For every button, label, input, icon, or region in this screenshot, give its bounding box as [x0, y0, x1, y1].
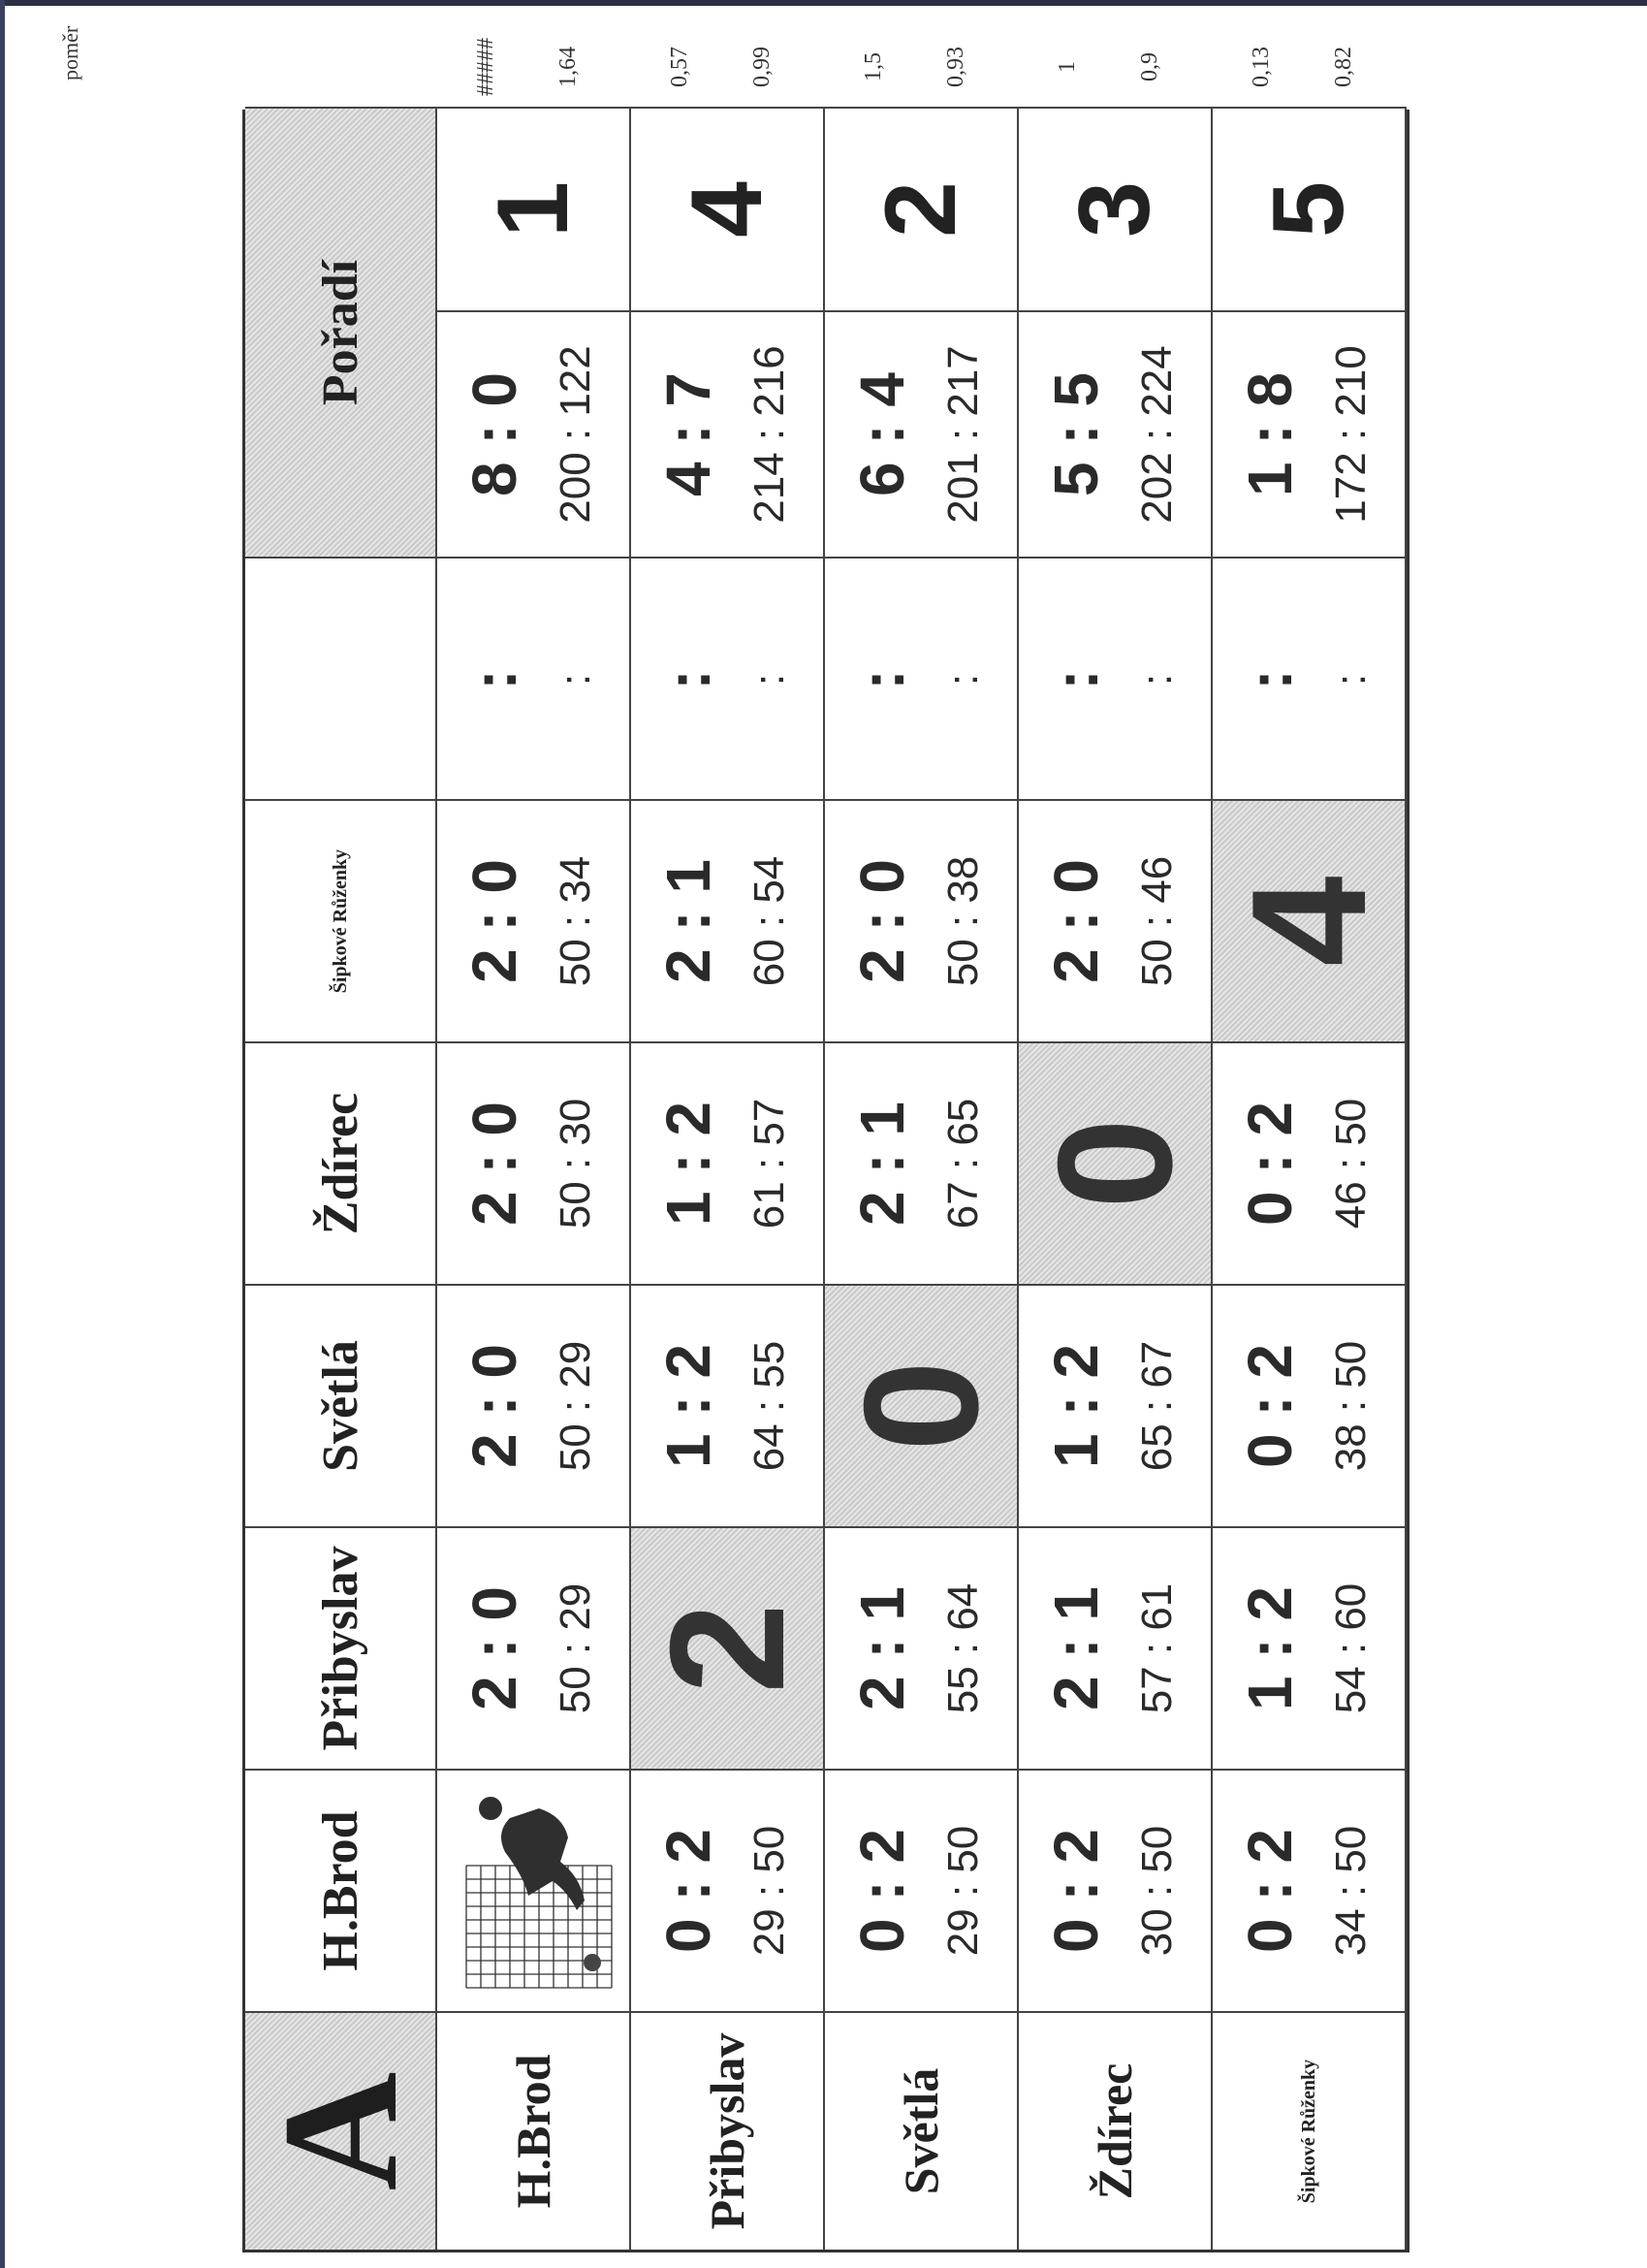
match-points: 67 : 65 [939, 1098, 987, 1230]
match-points: 46 : 50 [1327, 1098, 1375, 1230]
rank-cell: 2 [825, 107, 1019, 310]
match-cell [825, 1526, 1019, 1769]
total-cell [825, 310, 1019, 557]
total-points: 214 : 216 [745, 345, 793, 524]
ratio-value: 0,93 [943, 47, 968, 87]
match-cell [1213, 1769, 1407, 2011]
match-cell [631, 1284, 825, 1526]
row-header-2: Světlá [825, 2011, 1019, 2250]
rank-cell: 1 [437, 107, 631, 310]
row-header-3: Ždírec [1019, 2011, 1213, 2250]
match-score: 2 : 0 [1041, 858, 1111, 984]
blank-points: : [1133, 671, 1181, 687]
ratio-value: 0,99 [749, 47, 775, 87]
column-header-0: H.Brod [245, 1769, 437, 2011]
match-score: 2 : 1 [1041, 1585, 1111, 1711]
ratio-header: poměr [58, 25, 82, 80]
match-points: 57 : 61 [1133, 1582, 1181, 1714]
total-score: 4 : 7 [653, 371, 723, 497]
match-score: 1 : 2 [1235, 1585, 1305, 1711]
match-points: 50 : 34 [552, 855, 599, 987]
blank-cell [1213, 557, 1407, 799]
blank-score: : [459, 667, 529, 690]
match-points: 60 : 54 [745, 855, 793, 987]
blank-cell [1019, 557, 1213, 799]
match-points: 38 : 50 [1327, 1340, 1375, 1472]
column-header-3: Ždírec [245, 1041, 437, 1284]
match-score: 2 : 0 [459, 1343, 529, 1469]
rank-cell: 3 [1019, 107, 1213, 310]
match-cell [631, 1041, 825, 1284]
match-cell-image [437, 1769, 631, 2011]
ratio-value: ##### [473, 38, 498, 96]
ratio-value: 1,5 [861, 52, 886, 81]
column-header-blank [245, 557, 437, 799]
match-points: 65 : 67 [1133, 1340, 1181, 1472]
blank-points: : [745, 671, 793, 687]
total-cell [437, 310, 631, 557]
match-points: 34 : 50 [1327, 1825, 1375, 1957]
results-table [242, 110, 1409, 2252]
total-cell [1019, 310, 1213, 557]
match-cell [437, 1284, 631, 1526]
diagonal-cell: 0 [825, 1284, 1019, 1526]
match-score: 2 : 1 [847, 1585, 917, 1711]
total-score: 6 : 4 [847, 371, 917, 497]
match-score: 1 : 2 [1041, 1343, 1111, 1469]
match-points: 64 : 55 [745, 1340, 793, 1472]
column-header-4: Šipkové Růženky [245, 799, 437, 1041]
match-score: 0 : 2 [847, 1828, 917, 1954]
diagonal-cell: 2 [631, 1526, 825, 1769]
total-points: 200 : 122 [552, 345, 599, 524]
match-score: 0 : 2 [1041, 1828, 1111, 1954]
match-score: 2 : 0 [847, 858, 917, 984]
blank-score: : [1041, 667, 1111, 690]
match-score: 0 : 2 [1235, 1828, 1305, 1954]
ratio-value: 0,82 [1331, 47, 1356, 87]
blank-points: : [939, 671, 987, 687]
match-points: 61 : 57 [745, 1098, 793, 1230]
match-cell [1019, 1526, 1213, 1769]
total-score: 8 : 0 [459, 371, 529, 497]
rank-cell: 4 [631, 107, 825, 310]
ratio-value: 0,9 [1137, 52, 1162, 81]
total-score: 1 : 8 [1235, 371, 1305, 497]
match-score: 2 : 0 [459, 1585, 529, 1711]
row-header-4: Šipkové Růženky [1213, 2011, 1407, 2250]
blank-cell [631, 557, 825, 799]
match-score: 0 : 2 [1235, 1343, 1305, 1469]
match-cell [825, 1041, 1019, 1284]
match-points: 50 : 29 [552, 1340, 599, 1472]
match-cell [1213, 1284, 1407, 1526]
rank-cell: 5 [1213, 107, 1407, 310]
match-points: 30 : 50 [1133, 1825, 1181, 1957]
match-score: 2 : 0 [459, 858, 529, 984]
diagonal-cell: 4 [1213, 799, 1407, 1041]
match-points: 55 : 64 [939, 1582, 987, 1714]
ranking-header: Pořadí [245, 107, 437, 557]
match-cell [437, 1041, 631, 1284]
blank-cell [437, 557, 631, 799]
match-points: 50 : 38 [939, 855, 987, 987]
ratio-value: 0,57 [667, 47, 692, 87]
match-points: 50 : 46 [1133, 855, 1181, 987]
match-cell [437, 799, 631, 1041]
match-cell [825, 1769, 1019, 2011]
blank-cell [825, 557, 1019, 799]
total-score: 5 : 5 [1041, 371, 1111, 497]
total-points: 202 : 224 [1133, 345, 1181, 524]
group-letter: A [245, 2011, 437, 2250]
match-cell [631, 799, 825, 1041]
match-score: 1 : 2 [653, 1343, 723, 1469]
match-cell [1019, 1769, 1213, 2011]
column-header-1: Přibyslav [245, 1526, 437, 1769]
match-score: 0 : 2 [653, 1828, 723, 1954]
match-points: 50 : 30 [552, 1098, 599, 1230]
column-header-2: Světlá [245, 1284, 437, 1526]
diagonal-cell: 0 [1019, 1041, 1213, 1284]
blank-score: : [653, 667, 723, 690]
ratio-value: 1,64 [555, 47, 581, 87]
match-score: 2 : 0 [459, 1101, 529, 1227]
blank-points: : [1327, 671, 1375, 687]
match-cell [1019, 1284, 1213, 1526]
scan-edge-left [0, 0, 5, 2268]
match-points: 29 : 50 [939, 1825, 987, 1957]
match-score: 0 : 2 [1235, 1101, 1305, 1227]
match-score: 1 : 2 [653, 1101, 723, 1227]
results-sheet [19, 22, 1464, 2252]
total-points: 172 : 210 [1327, 345, 1375, 524]
total-cell [631, 310, 825, 557]
scan-edge-top [0, 0, 1647, 6]
ratio-value: 0,13 [1249, 47, 1274, 87]
match-points: 29 : 50 [745, 1825, 793, 1957]
match-points: 54 : 60 [1327, 1582, 1375, 1714]
blank-points: : [552, 671, 599, 687]
match-points: 50 : 29 [552, 1582, 599, 1714]
ratio-value: 1 [1055, 61, 1080, 73]
total-points: 201 : 217 [939, 345, 987, 524]
match-score: 2 : 1 [847, 1101, 917, 1227]
volleyball-player-icon [447, 1786, 618, 1997]
match-cell [825, 799, 1019, 1041]
match-cell [437, 1526, 631, 1769]
blank-score: : [847, 667, 917, 690]
match-cell [1019, 799, 1213, 1041]
row-header-1: Přibyslav [631, 2011, 825, 2250]
row-header-0: H.Brod [437, 2011, 631, 2250]
match-cell [1213, 1041, 1407, 1284]
blank-score: : [1235, 667, 1305, 690]
total-cell [1213, 310, 1407, 557]
match-cell [631, 1769, 825, 2011]
match-cell [1213, 1526, 1407, 1769]
match-score: 2 : 1 [653, 858, 723, 984]
